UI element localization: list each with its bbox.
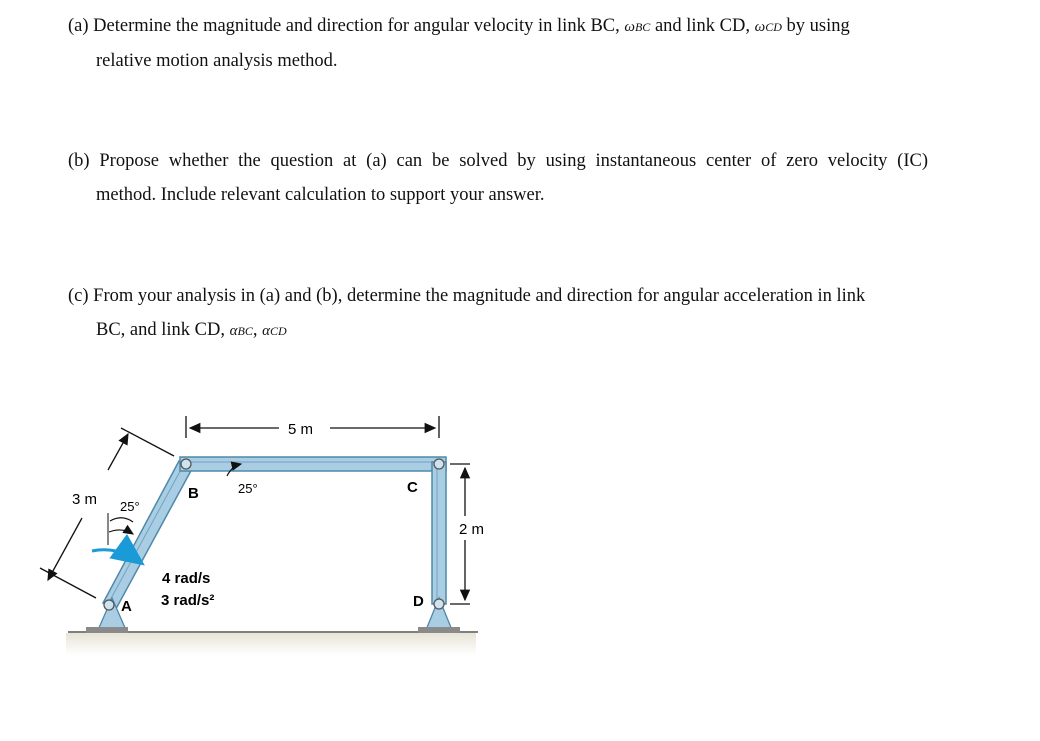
- link-bc: [180, 457, 446, 471]
- omega-subscript-bc: BC: [634, 20, 651, 34]
- question-a-text: (a) Determine the magnitude and direction for angular velocity in link BC,: [68, 16, 620, 36]
- omega-symbol: ω: [624, 19, 635, 35]
- pin-d: [434, 599, 444, 609]
- question-c: (c) From your analysis in (a) and (b), determine the magnitude and direction for angular acceleration in link BC, and link CD, αBC, αCD: [68, 279, 928, 348]
- alpha-arrow: [109, 530, 133, 534]
- question-a-mid: and link CD,: [650, 16, 755, 36]
- alpha-symbol: α: [229, 323, 238, 339]
- ground: [66, 633, 476, 655]
- omega-symbol: ω: [754, 19, 766, 35]
- omega-subscript-cd: CD: [765, 20, 782, 34]
- question-b-line2: method. Include relevant calculation to support your answer.: [96, 185, 545, 205]
- question-b-text: (b) Propose whether the question at (a) can be solved by using instantaneous center of zero velocity (IC): [68, 151, 928, 171]
- alpha-symbol: α: [262, 323, 270, 339]
- dimension-3m-top: [108, 434, 128, 470]
- pin-a: [104, 600, 114, 610]
- pin-c: [434, 459, 444, 469]
- dimension-3m-bottom: [48, 518, 82, 580]
- omega-label: 4 rad/s: [162, 570, 211, 587]
- alpha-subscript-cd: CD: [269, 324, 287, 338]
- label-5m: 5 m: [288, 421, 314, 438]
- link-cd: [432, 462, 446, 604]
- point-d-label: D: [413, 593, 424, 610]
- point-a-label: A: [121, 598, 132, 615]
- point-c-label: C: [407, 479, 418, 496]
- question-c-line2: BC, and link CD,: [96, 320, 230, 340]
- alpha-subscript-bc: BC: [237, 324, 253, 338]
- point-b-label: B: [188, 485, 199, 502]
- question-c-text: (c) From your analysis in (a) and (b), determine the magnitude and direction for angular acceleration in link: [68, 286, 866, 306]
- question-a-line2: relative motion analysis method.: [96, 51, 338, 71]
- angle-label-a: 25°: [120, 499, 140, 514]
- label-3m: 3 m: [72, 491, 98, 508]
- question-a-end: by using: [781, 16, 850, 36]
- angle-label-b: 25°: [238, 481, 258, 496]
- angle-arc-a: [110, 518, 133, 522]
- alpha-label: 3 rad/s²: [161, 592, 215, 609]
- label-2m: 2 m: [459, 521, 485, 538]
- pin-b: [181, 459, 191, 469]
